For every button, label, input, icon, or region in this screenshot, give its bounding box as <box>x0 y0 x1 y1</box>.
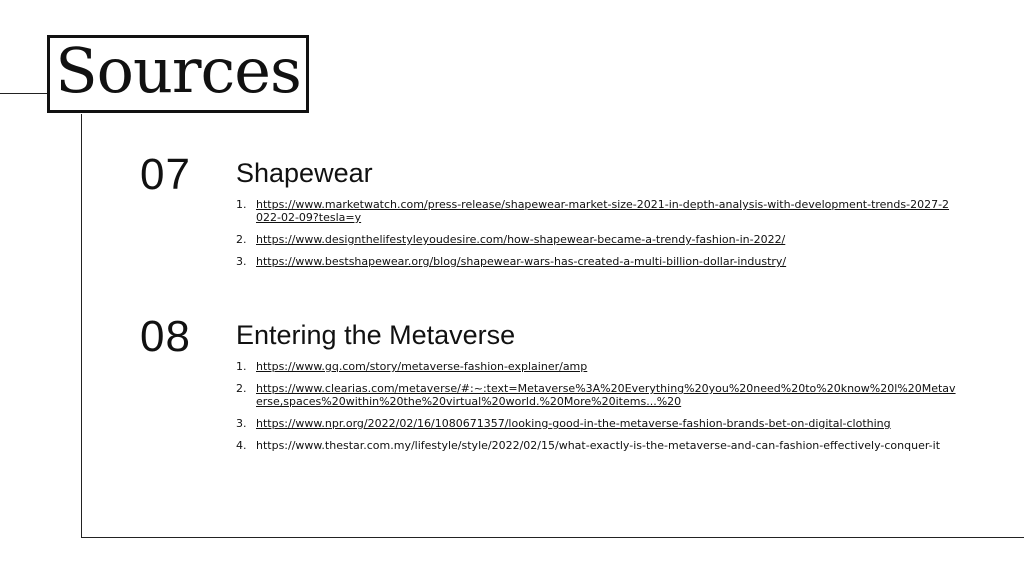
section-heading: Shapewear <box>236 158 373 188</box>
source-text: https://www.thestar.com.my/lifestyle/style/2022/02/15/what-exactly-is-the-metaverse-and-can-fashion-effectively-conquer-it <box>256 439 941 452</box>
list-index: 4. <box>236 439 247 452</box>
list-index: 3. <box>236 255 247 268</box>
list-item <box>236 439 956 452</box>
list-item <box>236 198 956 224</box>
source-link[interactable]: https://www.designthelifestyleyoudesire.com/how-shapewear-became-a-trendy-fashion-in-2022/ <box>256 233 786 246</box>
section-metaverse <box>140 312 960 512</box>
section-shapewear <box>140 150 960 280</box>
source-list <box>236 360 956 461</box>
list-index: 1. <box>236 198 247 211</box>
source-link[interactable]: https://www.bestshapewear.org/blog/shapewear-wars-has-created-a-multi-billion-dollar-industry/ <box>256 255 787 268</box>
source-link[interactable]: https://www.gq.com/story/metaverse-fashion-explainer/amp <box>256 360 588 373</box>
list-index: 1. <box>236 360 247 373</box>
list-index: 3. <box>236 417 247 430</box>
list-item <box>236 233 956 246</box>
source-link[interactable]: https://www.npr.org/2022/02/16/1080671357/looking-good-in-the-metaverse-fashion-brands-bet-on-digital-clothing <box>256 417 891 430</box>
title-box <box>47 35 309 113</box>
section-heading: Entering the Metaverse <box>236 320 516 350</box>
list-index: 2. <box>236 233 247 246</box>
list-item <box>236 255 956 268</box>
list-index: 2. <box>236 382 247 395</box>
source-link[interactable]: https://www.clearias.com/metaverse/#:~:text=Metaverse%3A%20Everything%20you%20need%20to%20know%20l%20Metaverse,spaces%20within%20the%20virtual%20world.%20More%20items...%20 <box>256 382 956 408</box>
list-item <box>236 360 956 373</box>
section-number: 07 <box>140 150 191 199</box>
source-link[interactable]: https://www.marketwatch.com/press-release/shapewear-market-size-2021-in-depth-analysis-with-development-trends-2027-2022-02-09?tesla=y <box>256 198 950 224</box>
frame-line-bottom <box>81 537 1024 538</box>
source-list <box>236 198 956 277</box>
list-item <box>236 382 956 408</box>
section-number: 08 <box>140 312 191 361</box>
frame-line-top <box>0 93 50 94</box>
frame-line-left <box>81 114 82 537</box>
page-title: Sources <box>55 34 301 107</box>
list-item <box>236 417 956 430</box>
